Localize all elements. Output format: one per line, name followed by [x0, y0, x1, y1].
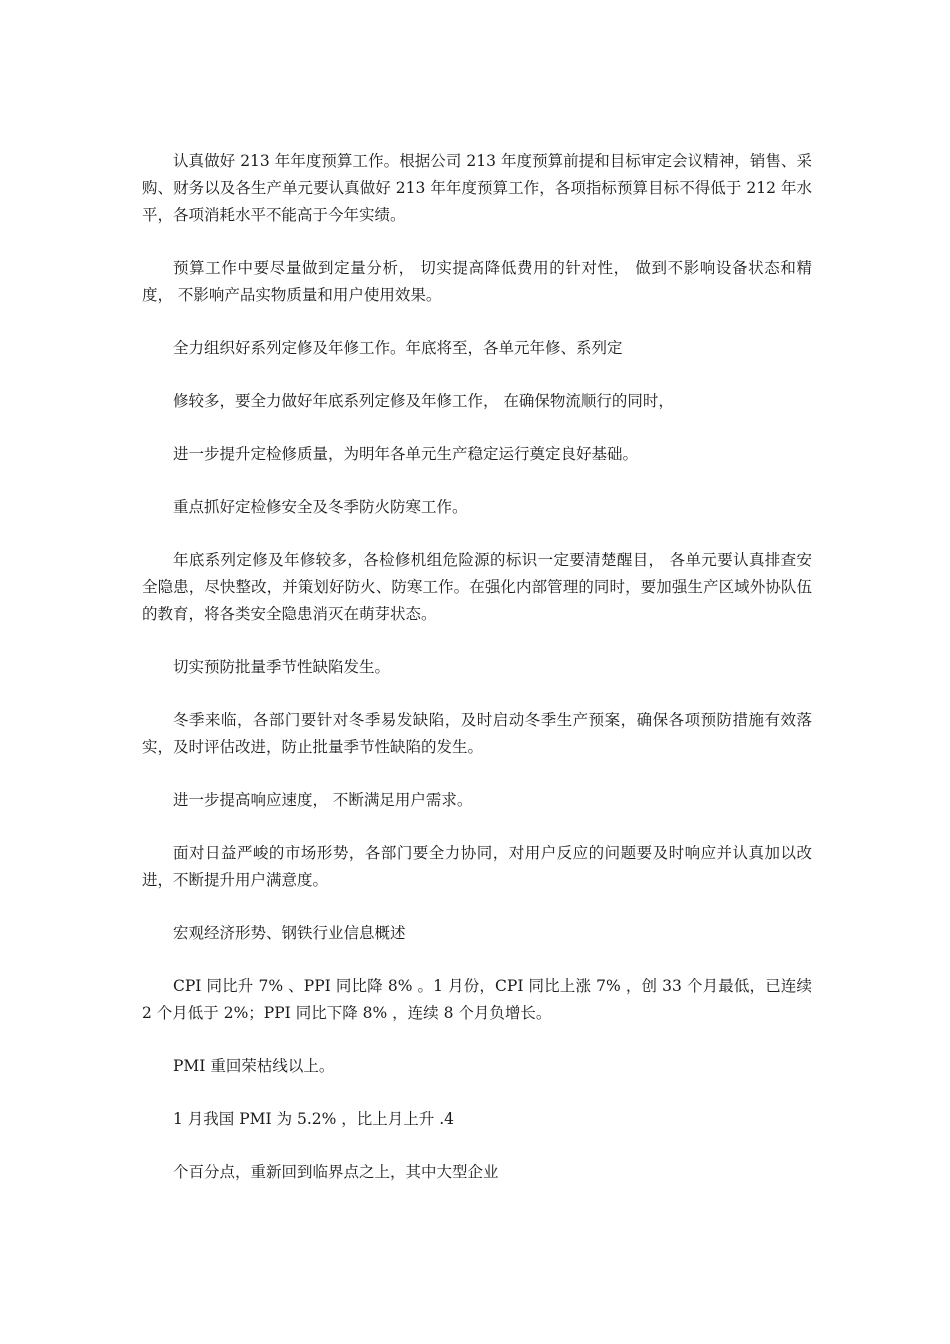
- paragraph-budget-analysis: 预算工作中要尽量做到定量分析， 切实提高降低费用的针对性， 做到不影响设备状态和精度， 不影响产品实物质量和用户使用效果。: [142, 259, 812, 304]
- paragraph-defect-heading: 切实预防批量季节性缺陷发生。: [173, 658, 391, 676]
- paragraph-cpi-ppi: CPI 同比升 7% 、PPI 同比降 8% 。1 月份，CPI 同比上涨 7% ，创 33 个月最低，已连续 2 个月低于 2%；PPI 同比下降 8% ，连续 8 个月负增长。: [142, 977, 812, 1022]
- paragraph-safety-detail: 年底系列定修及年修较多，各检修机组危险源的标识一定要清楚醒目， 各单元要认真排查安全隐患，尽快整改，并策划好防火、防寒工作。在强化内部管理的同时，要加强生产区域外协队伍的教育，将各类安全隐患消灭在萌芽状态。: [142, 551, 812, 623]
- paragraph-macro-heading: 宏观经济形势、钢铁行业信息概述: [173, 924, 406, 942]
- paragraph-pmi-value: 1 月我国 PMI 为 5.2% ，比上月上升 .4: [173, 1110, 455, 1128]
- paragraph-response-heading: 进一步提高响应速度， 不断满足用户需求。: [173, 791, 473, 809]
- paragraph-safety-heading: 重点抓好定检修安全及冬季防火防寒工作。: [173, 498, 468, 516]
- paragraph-pmi-heading: PMI 重回荣枯线以上。: [173, 1057, 335, 1075]
- paragraph-pmi-detail: 个百分点，重新回到临界点之上，其中大型企业: [173, 1163, 499, 1181]
- paragraph-defect-detail: 冬季来临，各部门要针对冬季易发缺陷，及时启动冬季生产预案，确保各项预防措施有效落实，及时评估改进，防止批量季节性缺陷的发生。: [142, 711, 812, 756]
- paragraph-response-detail: 面对日益严峻的市场形势，各部门要全力协同，对用户反应的问题要及时响应并认真加以改进，不断提升用户满意度。: [142, 844, 812, 889]
- paragraph-maintenance-heading: 全力组织好系列定修及年修工作。年底将至，各单元年修、系列定: [173, 339, 623, 357]
- paragraph-maintenance-quality: 进一步提升定检修质量，为明年各单元生产稳定运行奠定良好基础。: [173, 445, 639, 463]
- paragraph-budget-intro: 认真做好 213 年年度预算工作。根据公司 213 年度预算前提和目标审定会议精神，销售、采购、财务以及各生产单元要认真做好 213 年年度预算工作，各项指标预算目标不得低于 212 年水平，各项消耗水平不能高于今年实绩。: [142, 152, 812, 224]
- paragraph-maintenance-detail: 修较多，要全力做好年底系列定修及年修工作， 在确保物流顺行的同时，: [173, 392, 674, 410]
- document-body: [142, 148, 812, 1212]
